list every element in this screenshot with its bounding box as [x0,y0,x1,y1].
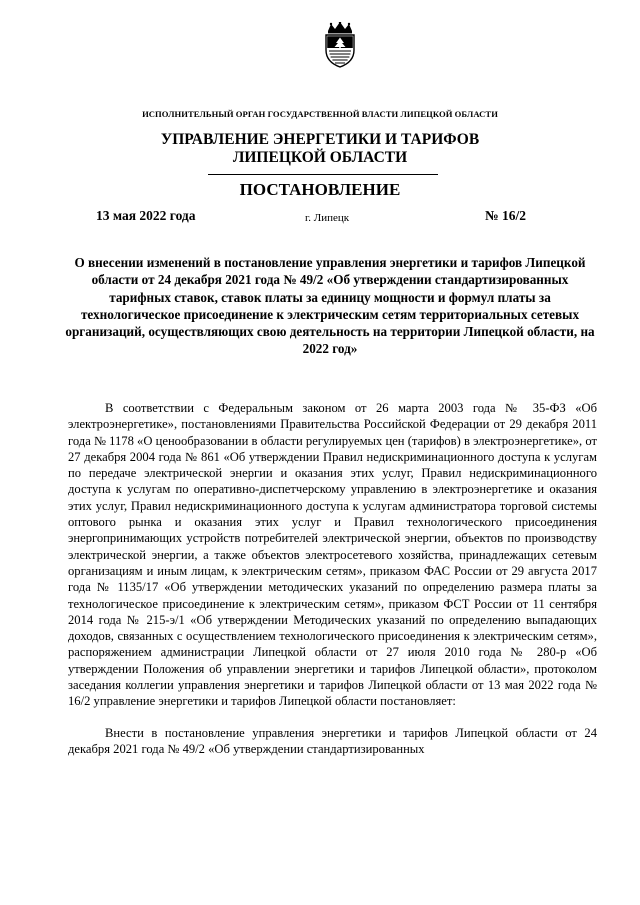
body-paragraph-1: В соответствии с Федеральным законом от 26 марта 2003 года № 35-ФЗ «Об электроэнергетике», постановлениями Правительства Российской Федерации от 29 декабря 2011 года № 1178 «О ценообразовании в области регулируемых цен (тарифов) в электроэнергетике», от 27 декабря 2004 года № 861 «Об утверждении Правил недискриминационного доступа к услугам по передаче электрической энергии и оказания этих услуг, Правил недискриминационного доступа к услугам по оперативно-диспетчерскому управлению в электроэнергетике и оказания этих услуг, Правил недискриминационного доступа к услугам администратора торговой системы оптового рынка и оказания этих услуг и Правил технологического присоединения энергопринимающих устройств потребителей электрической энергии, объектов по производству электрической энергии, а также объектов электросетевого хозяйства, принадлежащих сетевым организациям и иным лицам, к электрическим сетям», приказом ФАС России от 29 августа 2017 года № 1135/17 «Об утверждении методических указаний по определению размера платы за технологическое присоединение к электрическим сетям», приказом ФСТ России от 11 сентября 2014 года № 215-э/1 «Об утверждении Методических указаний по определению выпадающих доходов, связанных с осуществлением технологического присоединения к электрическим сетям», распоряжением администрации Липецкой области от 27 июля 2010 года № 280-р «Об утверждении Положения об управлении энергетики и тарифов Липецкой области», протоколом заседания коллегии управления энергетики и тарифов Липецкой области от 13 мая 2022 года № 16/2 управление энергетики и тарифов Липецкой области постановляет: [68,401,597,709]
agency-name-line1: УПРАВЛЕНИЕ ЭНЕРГЕТИКИ И ТАРИФОВ [160,131,480,148]
coat-of-arms-icon [322,22,358,68]
document-title: О внесении изменений в постановление управления энергетики и тарифов Липецкой области от 24 декабря 2021 года № 49/2 «Об утверждении стандартизированных тарифных ставок, ставок платы за единицу мощности и формул платы за технологическое присоединение к электрическим сетям территориальных сетевых организаций, осуществляющих свою деятельность на территории Липецкой области, на 2022 год» [65,255,595,357]
document-city: г. Липецк [305,212,350,224]
agency-name-line2: ЛИПЕЦКОЙ ОБЛАСТИ [232,149,408,166]
body-paragraph-2: Внести в постановление управления энергетики и тарифов Липецкой области от 24 декабря 2021 года № 49/2 «Об утверждении стандартизированных [68,725,597,756]
document-date: 13 мая 2022 года [96,208,196,223]
document-body [68,400,597,757]
authority-name: ИСПОЛНИТЕЛЬНЫЙ ОРГАН ГОСУДАРСТВЕННОЙ ВЛАСТИ ЛИПЕЦКОЙ ОБЛАСТИ [142,109,498,119]
document-number: № 16/2 [485,208,526,223]
header-divider [208,174,438,175]
agency-name [0,131,640,167]
document-type: ПОСТАНОВЛЕНИЕ [239,180,401,199]
